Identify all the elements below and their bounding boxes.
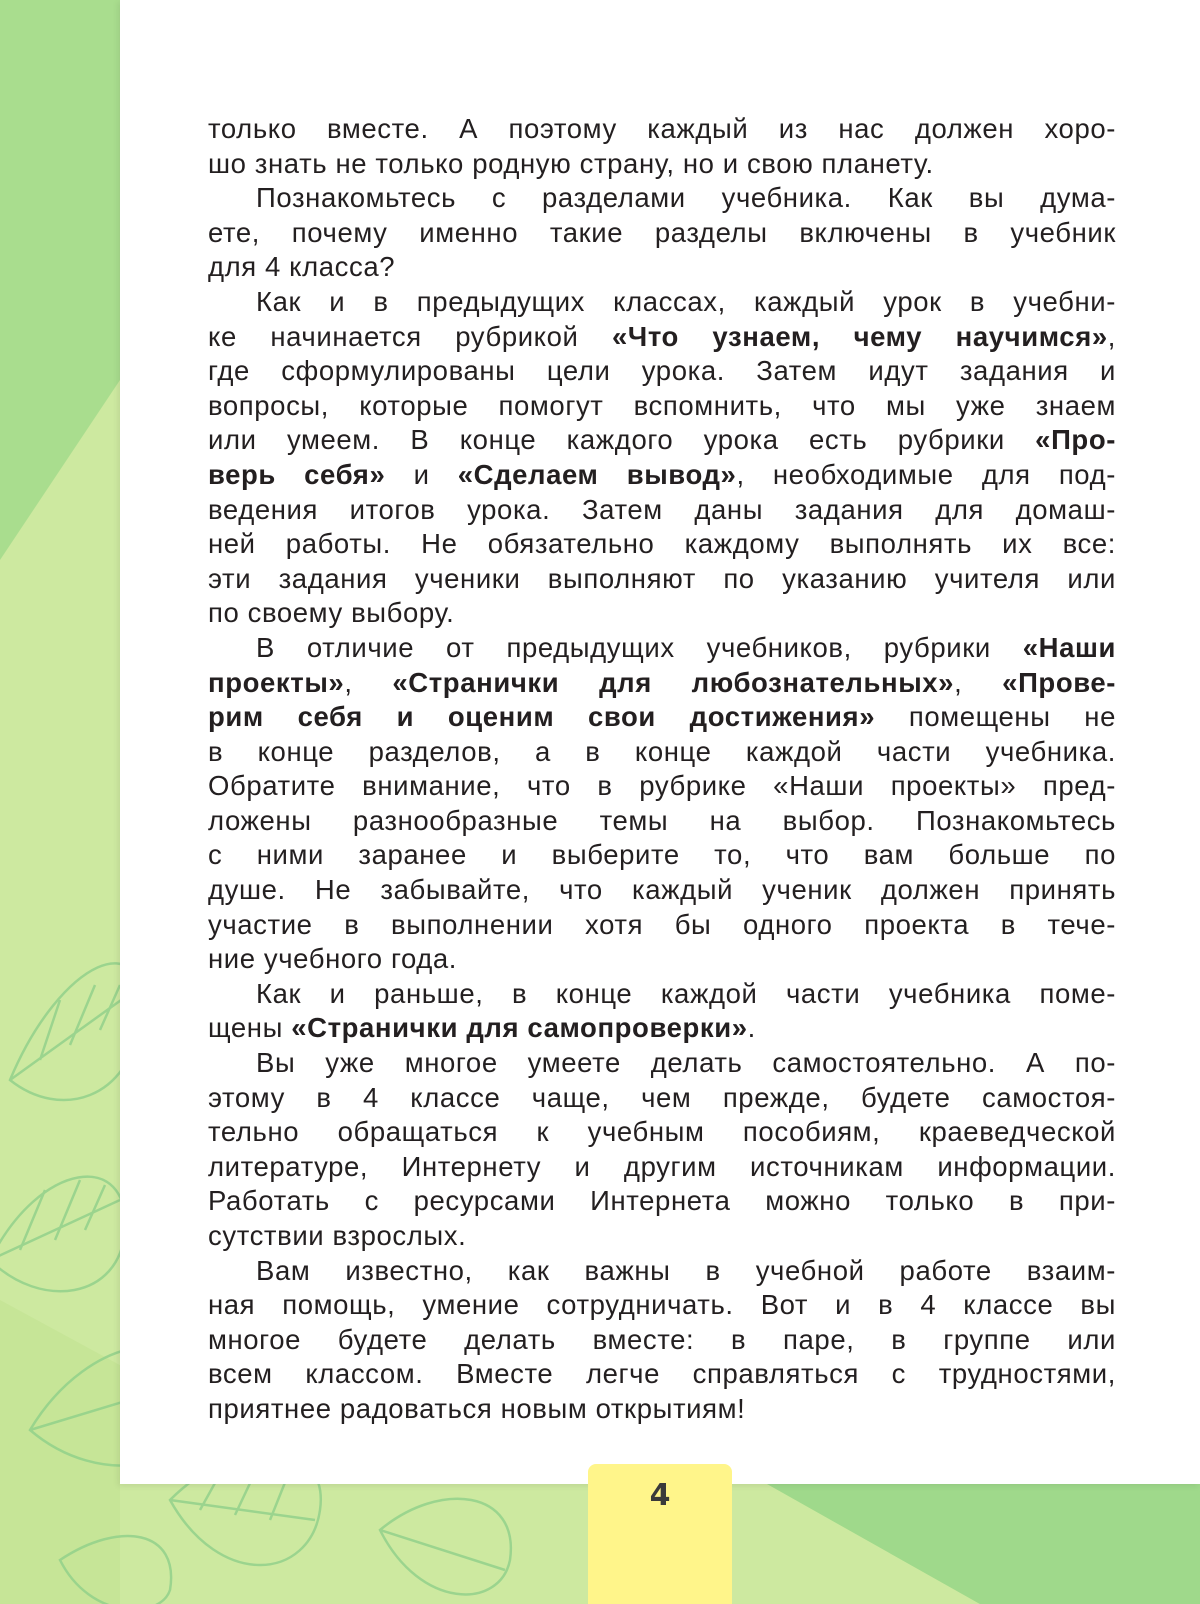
page-number-tab [588, 1464, 732, 1604]
text-line [208, 147, 1116, 182]
text-segment: литературе, Интернету и другим источникам информации. [208, 1150, 1116, 1182]
text-line [208, 562, 1116, 597]
text-segment: , [344, 666, 393, 698]
bold-text-segment: «Странички для любознательных» [392, 666, 955, 698]
text-segment: эти задания ученики выполняют по указанию учителя или [208, 562, 1116, 594]
text-line [208, 666, 1116, 701]
text-segment: ке начинается рубрикой [208, 320, 612, 352]
text-segment: многое будете делать вместе: в паре, в группе или [208, 1323, 1116, 1355]
bold-text-segment: «Про- [1035, 424, 1116, 456]
text-segment: ней работы. Не обязательно каждому выполнять их все: [208, 528, 1116, 560]
text-line [208, 1115, 1116, 1150]
text-line [208, 769, 1116, 804]
text-line [208, 285, 1116, 320]
text-line [208, 354, 1116, 389]
text-line [208, 908, 1116, 943]
text-segment: с ними заранее и выберите то, что вам больше по [208, 839, 1116, 871]
text-segment: или умеем. В конце каждого урока есть рубрики [208, 424, 1036, 456]
text-segment: в конце разделов, а в конце каждой части учебника. [208, 735, 1116, 767]
bold-text-segment: «Сделаем вывод» [457, 458, 737, 490]
text-segment: , [954, 666, 1003, 698]
text-segment: для 4 класса? [208, 251, 396, 283]
text-segment: по своему выбору. [208, 597, 455, 629]
text-segment: Как и раньше, в конце каждой части учебника поме- [256, 977, 1116, 1009]
text-segment: и [385, 458, 458, 490]
text-line [208, 527, 1116, 562]
text-segment: щены [208, 1012, 292, 1044]
text-line [208, 1392, 1116, 1427]
bold-text-segment: «Странички для самопроверки» [291, 1012, 748, 1044]
text-line [208, 320, 1116, 355]
text-line [208, 389, 1116, 424]
text-segment: ложены разнообразные темы на выбор. Познакомьтесь [208, 804, 1116, 836]
bold-text-segment: «Наши [1022, 631, 1116, 663]
bold-text-segment: рим себя и оценим свои достижения» [208, 701, 876, 733]
text-line [208, 804, 1116, 839]
text-segment: Как и в предыдущих классах, каждый урок в учебни- [256, 285, 1116, 317]
text-segment: душе. Не забывайте, что каждый ученик должен принять [208, 874, 1116, 906]
bold-text-segment: «Что узнаем, чему научимся» [612, 320, 1108, 352]
text-line [208, 1219, 1116, 1254]
text-segment: Познакомьтесь с разделами учебника. Как вы дума- [256, 182, 1116, 214]
text-line [208, 838, 1116, 873]
text-segment: только вместе. А поэтому каждый из нас должен хоро- [208, 113, 1116, 144]
text-line [208, 1357, 1116, 1392]
text-line [208, 1046, 1116, 1081]
text-segment: где сформулированы цели урока. Затем идут задания и [208, 355, 1116, 387]
text-segment: . [747, 1012, 756, 1044]
text-segment: этому в 4 классе чаще, чем прежде, будете самостоя- [208, 1081, 1116, 1113]
text-line [208, 1011, 1116, 1046]
text-segment: Работать с ресурсами Интернета можно только в при- [208, 1185, 1116, 1217]
text-segment: шо знать не только родную страну, но и свою планету. [208, 147, 934, 179]
text-line [208, 458, 1116, 493]
text-body [208, 112, 1116, 1427]
text-segment: приятнее радоваться новым открытиям! [208, 1392, 746, 1424]
text-segment: , [1107, 320, 1116, 352]
text-line [208, 1184, 1116, 1219]
text-line [208, 250, 1116, 285]
text-line [208, 112, 1116, 147]
text-line [208, 735, 1116, 770]
text-segment: участие в выполнении хотя бы одного проекта в тече- [208, 908, 1116, 940]
text-segment: ете, почему именно такие разделы включены в учебник [208, 216, 1116, 248]
text-segment: сутствии взрослых. [208, 1220, 467, 1251]
bold-text-segment: проекты» [208, 666, 345, 698]
text-segment: Обратите внимание, что в рубрике «Наши проекты» пред- [208, 770, 1116, 802]
text-segment: ведения итогов урока. Затем даны задания для домаш- [208, 493, 1116, 525]
text-segment: Вам известно, как важны в учебной работе взаим- [256, 1254, 1116, 1286]
text-segment: помещены не [875, 701, 1116, 733]
bold-text-segment: верь себя» [208, 458, 386, 490]
text-line [208, 1081, 1116, 1116]
text-segment: ная помощь, умение сотрудничать. Вот и в 4 классе вы [208, 1289, 1116, 1321]
text-segment: тельно обращаться к учебным пособиям, краеведческой [208, 1116, 1116, 1148]
text-line [208, 596, 1116, 631]
page-number: 4 [649, 1478, 671, 1513]
text-line [208, 216, 1116, 251]
text-line [208, 977, 1116, 1012]
text-line [208, 423, 1116, 458]
text-line [208, 700, 1116, 735]
text-segment: ние учебного года. [208, 943, 458, 975]
text-line [208, 942, 1116, 977]
text-segment: В отличие от предыдущих учебников, рубрики [256, 631, 1023, 663]
text-line [208, 493, 1116, 528]
text-line [208, 1288, 1116, 1323]
text-line [208, 631, 1116, 666]
bold-text-segment: «Прове- [1002, 666, 1117, 698]
text-segment: всем классом. Вместе легче справляться с трудностями, [208, 1358, 1116, 1390]
text-line [208, 1150, 1116, 1185]
text-segment: Вы уже многое умеете делать самостоятельно. А по- [256, 1047, 1116, 1079]
text-segment: , необходимые для под- [736, 458, 1117, 490]
text-line [208, 1254, 1116, 1289]
text-segment: вопросы, которые помогут вспомнить, что мы уже знаем [208, 389, 1116, 421]
text-line [208, 1323, 1116, 1358]
text-line [208, 181, 1116, 216]
text-line [208, 873, 1116, 908]
